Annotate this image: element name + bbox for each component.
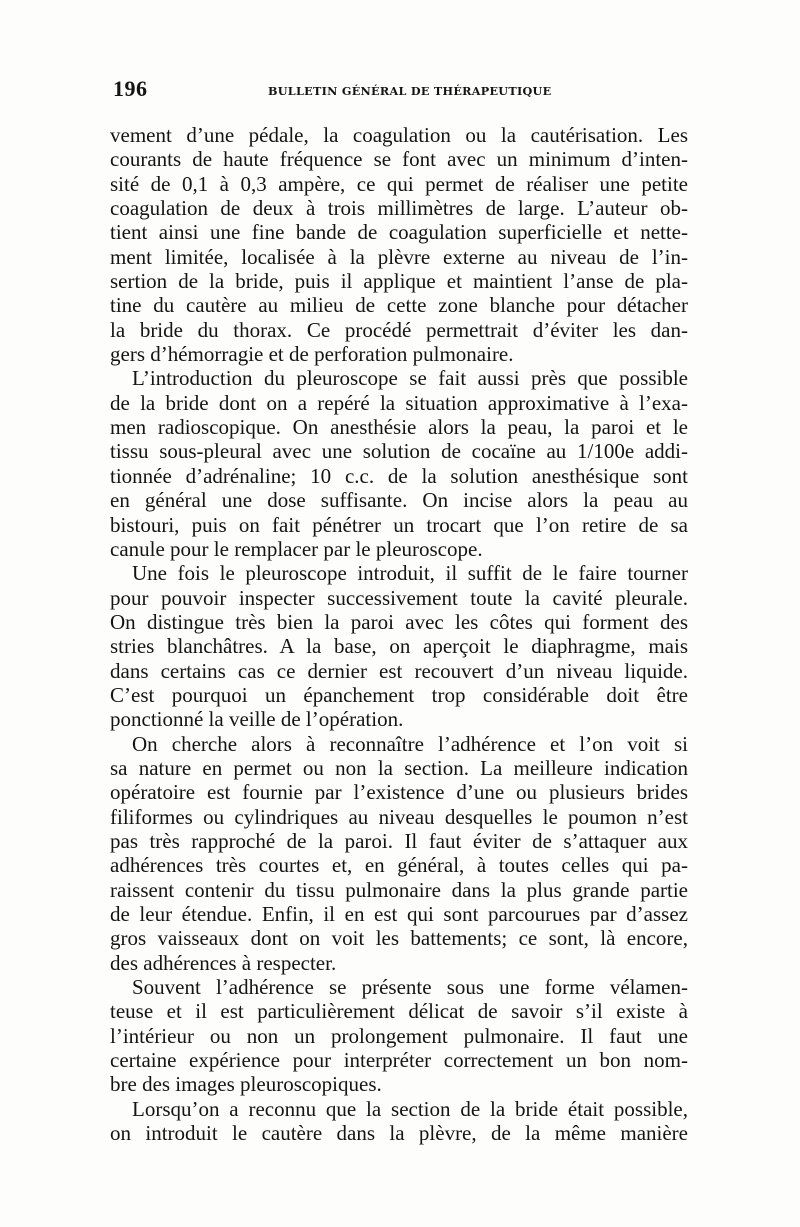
text-line: de la bride dont on a repéré la situation approximative à l’exa- [110,390,688,415]
paragraph [110,1097,688,1146]
text-line: sité de 0,1 à 0,3 ampère, ce qui permet de réaliser une petite [110,171,688,196]
running-head [113,72,685,102]
paragraph [110,975,688,1097]
text-line: L’introduction du pleuroscope se fait aussi près que possible [132,366,688,391]
text-line: tient ainsi une fine bande de coagulation superficielle et nette- [110,220,688,245]
text-line: tionnée d’adrénaline; 10 c.c. de la solution anesthésique sont [110,463,688,488]
text-line: C’est pourquoi un épanchement trop considérable doit être [110,682,688,707]
text-line: en général une dose suffisante. On incise alors la peau au [110,488,688,513]
text-line: pour pouvoir inspecter successivement toute la cavité pleurale. [110,585,688,610]
text-line: bistouri, puis on fait pénétrer un trocart que l’on retire de sa [110,512,688,537]
text-line: pas très rapproché de la paroi. Il faut éviter de s’attaquer aux [110,828,688,853]
text-line: On cherche alors à reconnaître l’adhérence et l’on voit si [132,731,688,756]
paragraph [110,366,688,561]
text-line: raissent contenir du tissu pulmonaire dans la plus grande partie [110,877,688,902]
text-line: dans certains cas ce dernier est recouvert d’un niveau liquide. [110,658,688,683]
text-line: des adhérences à respecter. [110,950,337,975]
text-line: canule pour le remplacer par le pleuroscope. [110,536,483,561]
text-line: gros vaisseaux dont on voit les battements; ce sont, là encore, [110,926,688,951]
text-line: men radioscopique. On anesthésie alors la peau, la paroi et le [110,415,688,440]
text-line: on introduit le cautère dans la plèvre, de la même manière [110,1121,688,1146]
page-number: 196 [113,76,148,101]
text-line: certaine expérience pour interpréter correctement un bon nom- [110,1048,688,1073]
text-line: filiformes ou cylindriques au niveau desquelles le poumon n’est [110,804,688,829]
paragraph [110,123,688,366]
text-line: sertion de la bride, puis il applique et maintient l’anse de pla- [110,269,688,294]
text-line: Lorsqu’on a reconnu que la section de la bride était possible, [132,1096,688,1121]
text-line: stries blanchâtres. A la base, on aperçoit le diaphragme, mais [110,634,688,659]
text-line: ponctionné la veille de l’opération. [110,707,404,732]
text-line: bre des images pleuroscopiques. [110,1072,382,1097]
text-line: la bride du thorax. Ce procédé permettrait d’éviter les dan- [110,317,688,342]
paragraph [110,561,688,731]
text-line: adhérences très courtes et, en général, à toutes celles qui pa- [110,853,688,878]
text-line: de leur étendue. Enfin, il en est qui sont parcourues par d’assez [110,902,688,926]
text-line: sa nature en permet ou non la section. La meilleure indication [110,755,688,780]
text-line: courants de haute fréquence se font avec un minimum d’inten- [110,147,688,172]
text-line: vement d’une pédale, la coagulation ou la cautérisation. Les [110,123,688,147]
text-line: Une fois le pleuroscope introduit, il suffit de le faire tourner [132,561,688,586]
text-line: l’intérieur ou non un prolongement pulmonaire. Il faut une [110,1023,688,1048]
text-line: gers d’hémorragie et de perforation pulmonaire. [110,342,514,367]
paragraph [110,732,688,975]
text-line: Souvent l’adhérence se présente sous une forme vélamen- [132,975,688,1000]
text-line: ment limitée, localisée à la plèvre externe au niveau de l’in- [110,244,688,269]
text-line: teuse et il est particulièrement délicat de savoir s’il existe à [110,999,688,1024]
text-line: tine du cautère au milieu de cette zone blanche pour détacher [110,293,688,318]
text-line: opératoire est fournie par l’existence d’une ou plusieurs brides [110,780,688,805]
body-text [110,123,688,1145]
text-line: coagulation de deux à trois millimètres de large. L’auteur ob- [110,196,688,221]
text-line: On distingue très bien la paroi avec les côtes qui forment des [110,609,688,634]
text-line: tissu sous-pleural avec une solution de cocaïne au 1/100e addi- [110,439,688,464]
journal-title: BULLETIN GÉNÉRAL DE THÉRAPEUTIQUE [268,84,552,98]
